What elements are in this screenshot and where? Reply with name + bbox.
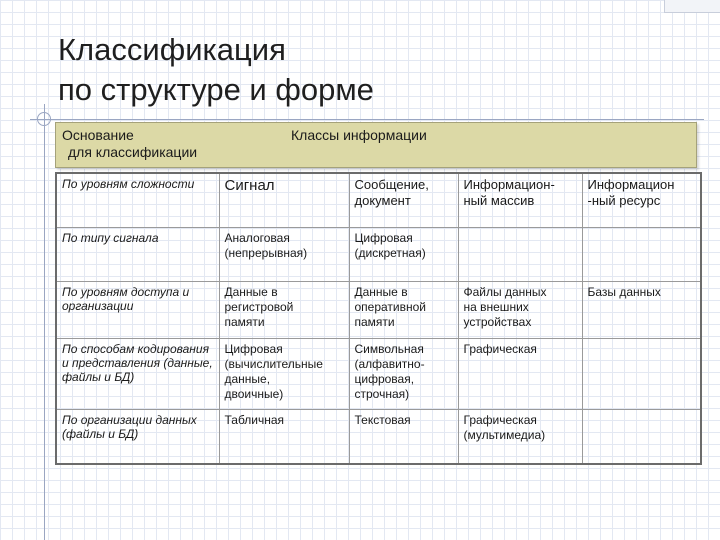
table-cell: [582, 409, 701, 464]
cell-text-line: Графическая: [463, 412, 537, 427]
table-row: [56, 173, 701, 227]
table-header-bar: [55, 122, 697, 168]
table-cell: [219, 281, 349, 338]
cell-text-line: Данные в: [354, 284, 408, 299]
decorative-vertical-line: [44, 104, 45, 540]
table-cell: [349, 338, 458, 409]
decorative-horizontal-line: [30, 119, 704, 120]
cell-text-line: строчная): [354, 386, 410, 401]
cell-text-line: на внешних: [463, 299, 529, 314]
cell-text-line: ный массив: [463, 193, 535, 208]
table-cell: [349, 409, 458, 464]
classification-table: [55, 172, 702, 465]
cell-text-line: Информацион: [587, 177, 675, 192]
decorative-circle: [37, 112, 51, 126]
row-label: По уровням сложности: [56, 173, 219, 227]
classes-header: Классы информации: [291, 127, 427, 143]
table-cell: [582, 338, 701, 409]
cell-text-line: памяти: [224, 314, 265, 329]
cell-text-line: Цифровая: [224, 341, 283, 356]
cell-text-line: Цифровая: [354, 230, 413, 245]
table-cell: [219, 409, 349, 464]
cell-text-line: устройствах: [463, 314, 532, 329]
table-cell: [349, 281, 458, 338]
cell-text-line: Сообщение,: [354, 177, 429, 192]
basis-header-line-1: Основание: [62, 127, 134, 143]
table-cell: [582, 281, 701, 338]
row-label: По организации данных (файлы и БД): [56, 409, 219, 464]
table-cell: [219, 338, 349, 409]
row-label: По типу сигнала: [56, 227, 219, 281]
cell-text-line: Сигнал: [224, 177, 275, 194]
title-line-1: Классификация: [58, 32, 286, 67]
cell-text-line: (алфавитно-: [354, 356, 425, 371]
cell-text-line: -ный ресурс: [587, 193, 661, 208]
cell-text-line: Символьная: [354, 341, 424, 356]
table-row: [56, 338, 701, 409]
cell-text-line: Данные в: [224, 284, 278, 299]
cell-text-line: (вычислительные: [224, 356, 323, 371]
cell-text-line: документ: [354, 193, 411, 208]
cell-text-line: Файлы данных: [463, 284, 547, 299]
cell-text-line: Табличная: [224, 412, 285, 427]
table-cell: [458, 281, 582, 338]
cell-text-line: (непрерывная): [224, 245, 308, 260]
table-cell: [458, 338, 582, 409]
cell-text-line: регистровой: [224, 299, 294, 314]
cell-text-line: (дискретная): [354, 245, 426, 260]
cell-text-line: Аналоговая: [224, 230, 290, 245]
table-cell: [349, 227, 458, 281]
slide-title: [58, 30, 374, 110]
cell-text-line: Текстовая: [354, 412, 411, 427]
cell-text-line: двоичные): [224, 386, 284, 401]
cell-text-line: (мультимедиа): [463, 427, 546, 442]
cell-text-line: Графическая: [463, 341, 537, 356]
table-row: [56, 281, 701, 338]
row-label: По уровням доступа и организации: [56, 281, 219, 338]
cell-text-line: цифровая,: [354, 371, 415, 386]
table-row: [56, 409, 701, 464]
table-cell: [458, 173, 582, 227]
cell-text-line: Базы данных: [587, 284, 661, 299]
cell-text-line: Информацион-: [463, 177, 555, 192]
cell-text-line: памяти: [354, 314, 395, 329]
cell-text-line: оперативной: [354, 299, 427, 314]
basis-header-line-2: для классификации: [68, 144, 198, 160]
table-cell: [349, 173, 458, 227]
table-cell: [582, 173, 701, 227]
table-cell: [219, 227, 349, 281]
table-cell: [582, 227, 701, 281]
title-line-2: по структуре и форме: [58, 72, 374, 107]
row-label: По способам кодирования и представления (данные, файлы и БД): [56, 338, 219, 409]
table-cell: [458, 409, 582, 464]
corner-decoration: [664, 0, 720, 13]
table-cell: [219, 173, 349, 227]
table-row: [56, 227, 701, 281]
table-cell: [458, 227, 582, 281]
basis-header: [62, 127, 197, 161]
cell-text-line: данные,: [224, 371, 271, 386]
